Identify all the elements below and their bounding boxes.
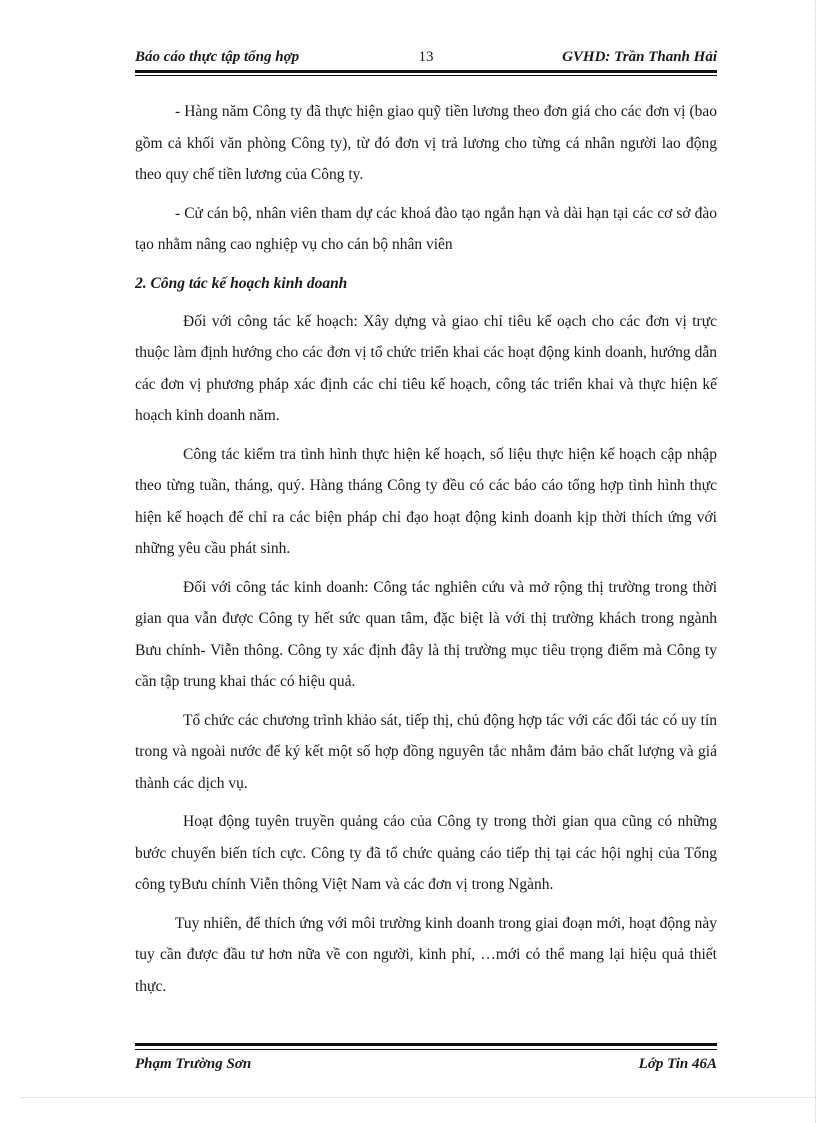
header-rule-thick <box>135 70 717 73</box>
document-body <box>135 96 717 1009</box>
paragraph-training: - Cử cán bộ, nhân viên tham dự các khoá đào tạo ngắn hạn và dài hạn tại các cơ sở đào tạo nhằm nâng cao nghiệp vụ cho cán bộ nhân viên <box>135 204 717 253</box>
page-header <box>135 49 717 69</box>
page-footer <box>135 1056 717 1076</box>
header-rule-thin <box>135 75 717 76</box>
paragraph-salary: - Hàng năm Công ty đã thực hiện giao quỹ tiền lương theo đơn giá cho các đơn vị (bao gồm cả khối văn phòng Công ty), từ đó đơn vị trả lương cho từng cá nhân người lao động theo quy chế tiền lương của Công ty. <box>135 103 717 183</box>
header-title: Báo cáo thực tập tổng hợp <box>135 49 300 65</box>
page-number: 13 <box>418 49 434 65</box>
footer-author: Phạm Trường Sơn <box>135 1056 252 1072</box>
footer-rule-thick <box>135 1043 717 1046</box>
paragraph-conclusion: Tuy nhiên, để thích ứng với môi trường kinh doanh trong giai đoạn mới, hoạt động này tuy cần được đầu tư hơn nữa về con người, kinh phí, …mới có thể mang lại hiệu quả thiết thực. <box>135 914 717 995</box>
page-bottom-edge <box>20 1097 816 1098</box>
paragraph-planning: Đối với công tác kế hoạch: Xây dựng và giao chỉ tiêu kế oạch cho các đơn vị trực thuộc làm định hướng cho các đơn vị tổ chức triển khai các hoạt động kinh doanh, hướng dẫn các đơn vị phương pháp xác định các chỉ tiêu kế hoạch, công tác triển khai và thực hiện kế hoạch kinh doanh năm. <box>135 312 717 424</box>
paragraph-advertising: Hoạt động tuyên truyền quảng cáo của Công ty trong thời gian qua cũng có những bước chuyển biến tích cực. Công ty đã tổ chức quảng cáo tiếp thị tại các hội nghị của Tổng công tyBưu chính Viễn thông Việt Nam và các đơn vị trong Ngành. <box>135 813 717 893</box>
paragraph-business: Đối với công tác kinh doanh: Công tác nghiên cứu và mở rộng thị trường trong thời gian qua vẫn được Công ty hết sức quan tâm, đặc biệt là với thị trường khách trong ngành Bưu chính- Viễn thông. Công ty xác định đây là thị trường mục tiêu trọng điểm mà Công ty cần tập trung khai thác có hiệu quả. <box>135 578 717 690</box>
section-heading: 2. Công tác kế hoạch kinh doanh <box>135 274 348 292</box>
footer-class: Lớp Tin 46A <box>638 1056 717 1072</box>
header-supervisor: GVHD: Trần Thanh Hải <box>562 49 717 65</box>
footer-rule-thin <box>135 1049 717 1050</box>
paragraph-inspection: Công tác kiểm tra tình hình thực hiện kế hoạch, số liệu thực hiện kế hoạch cập nhập theo từng tuần, tháng, quý. Hàng tháng Công ty đều có các báo cáo tổng hợp tình hình thực hiện kế hoạch để chỉ ra các biện pháp chỉ đạo hoạt động kinh doanh kịp thời thích ứng với những yêu cầu phát sinh. <box>135 445 717 557</box>
paragraph-survey: Tổ chức các chương trình khảo sát, tiếp thị, chủ động hợp tác với các đối tác có uy tín trong và ngoài nước để ký kết một số hợp đồng nguyên tắc nhằm đảm bảo chất lượng và giá thành các dịch vụ. <box>135 711 717 792</box>
